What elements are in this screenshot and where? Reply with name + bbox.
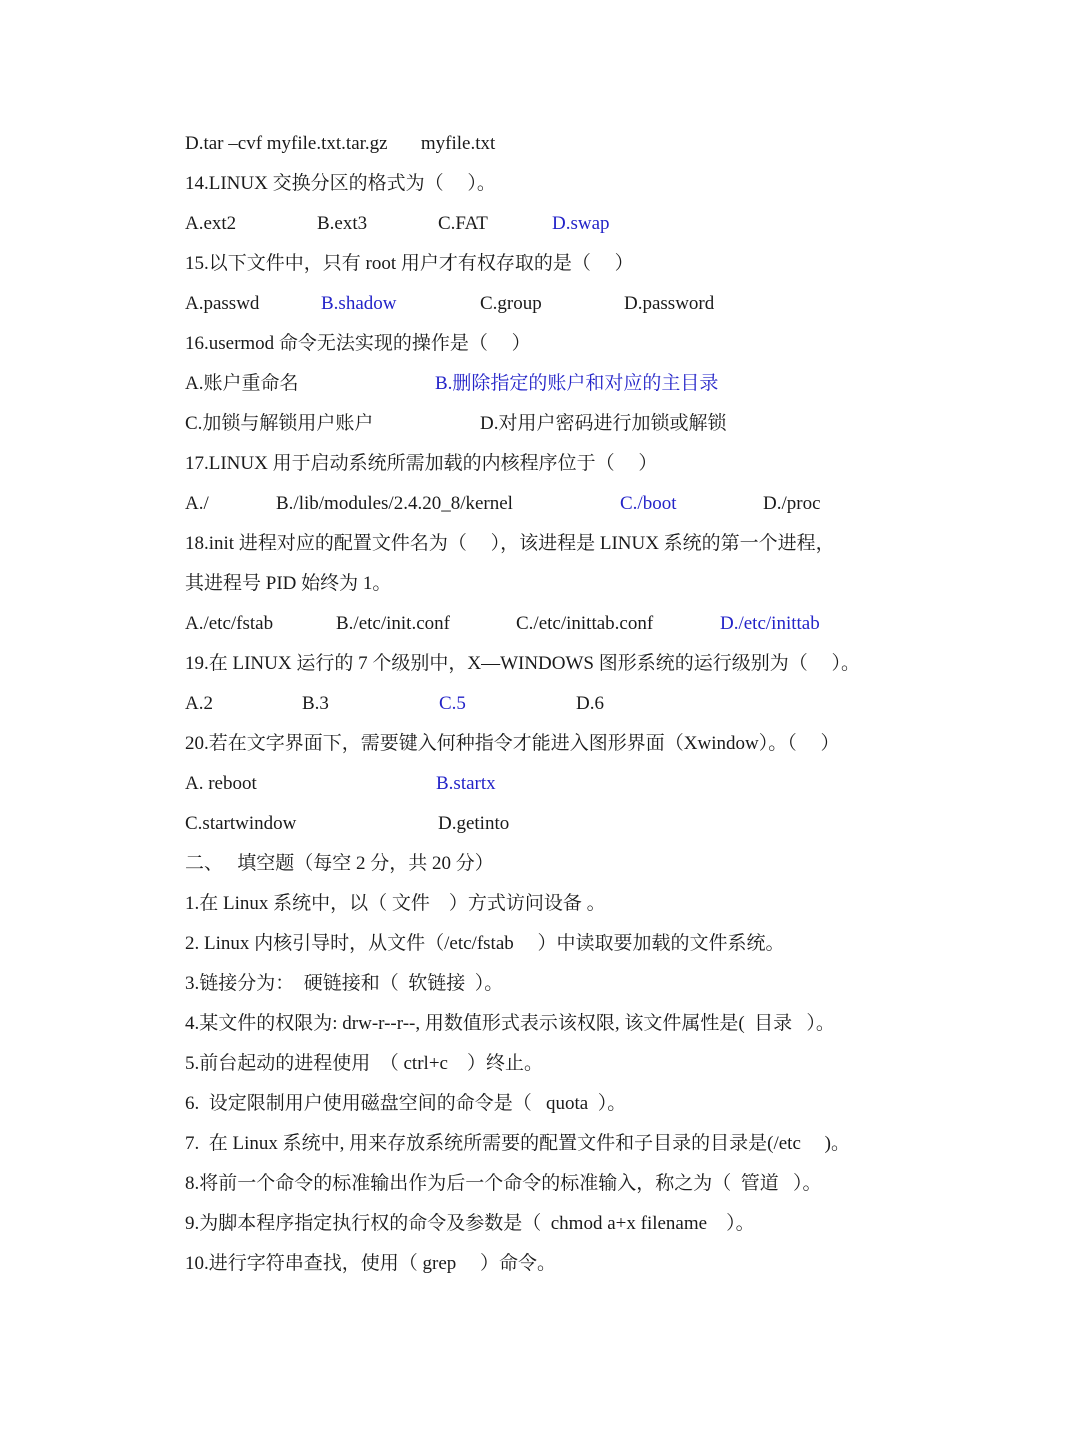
- option-b: B./lib/modules/2.4.20_8/kernel: [276, 493, 513, 514]
- option-c: C.FAT: [438, 213, 488, 234]
- option-a: A./etc/fstab: [185, 613, 274, 634]
- question-14: 14.LINUX 交换分区的格式为（ ）。: [185, 173, 496, 194]
- option-b: B./etc/init.conf: [336, 613, 450, 634]
- question-19-options: [185, 690, 885, 718]
- option-d: D.对用户密码进行加锁或解锁: [480, 413, 727, 434]
- fill-blank-3: 3.链接分为： 硬链接和（ 软链接 ）。: [185, 973, 504, 994]
- option-a: A.2: [185, 693, 213, 714]
- question-16-options-row-1: [185, 370, 885, 398]
- question-14-options: [185, 210, 885, 238]
- option-a: A.passwd: [185, 293, 260, 314]
- option-d-correct-answer: D.swap: [552, 213, 610, 234]
- section-heading-fill-in-blank: 二、 填空题（每空 2 分，共 20 分）: [185, 853, 494, 874]
- fill-blank-8: 8.将前一个命令的标准输出作为后一个命令的标准输入，称之为（ 管道 ）。: [185, 1173, 822, 1194]
- option-a: A.ext2: [185, 213, 237, 234]
- question-20: 20.若在文字界面下，需要键入何种指令才能进入图形界面（Xwindow）。（ ）: [185, 733, 840, 754]
- option-d: D.6: [576, 693, 604, 714]
- option-b-correct-answer: B.shadow: [321, 293, 397, 314]
- option-a: A.账户重命名: [185, 373, 299, 394]
- fill-blank-2: 2. Linux 内核引导时，从文件（/etc/fstab ）中读取要加载的文件系统。: [185, 933, 785, 954]
- question-17: 17.LINUX 用于启动系统所需加载的内核程序位于（ ）: [185, 453, 658, 474]
- question-20-options-row-2: [185, 810, 885, 838]
- option-b-correct-answer: B.删除指定的账户和对应的主目录: [435, 373, 719, 394]
- question-20-options-row-1: [185, 770, 885, 798]
- option-a: A. reboot: [185, 773, 257, 794]
- question-18-options: [185, 610, 905, 638]
- option-c: C./etc/inittab.conf: [516, 613, 654, 634]
- option-d: D./proc: [763, 493, 821, 514]
- option-b: B.3: [302, 693, 329, 714]
- option-c: C.加锁与解锁用户账户: [185, 413, 374, 434]
- question-19: 19.在 LINUX 运行的 7 个级别中，X—WINDOWS 图形系统的运行级别为（ ）。: [185, 653, 860, 674]
- option-b-correct-answer: B.startx: [436, 773, 496, 794]
- question-15: 15.以下文件中，只有 root 用户才有权存取的是（ ）: [185, 253, 634, 274]
- option-d-correct-answer: D./etc/inittab: [720, 613, 820, 634]
- question-15-options: [185, 290, 885, 318]
- option-d: D.getinto: [438, 813, 510, 834]
- fill-blank-6: 6. 设定限制用户使用磁盘空间的命令是（ quota ）。: [185, 1093, 627, 1114]
- fill-blank-7: 7. 在 Linux 系统中, 用来存放系统所需要的配置文件和子目录的目录是(/etc )。: [185, 1133, 850, 1154]
- option-c: C.startwindow: [185, 813, 297, 834]
- option-c-correct-answer: C.5: [439, 693, 466, 714]
- option-c: C.group: [480, 293, 542, 314]
- fill-blank-10: 10.进行字符串查找，使用（ grep ）命令。: [185, 1253, 557, 1274]
- question-13-option-d: D.tar –cvf myfile.txt.tar.gz myfile.txt: [185, 133, 496, 154]
- option-a: A./: [185, 493, 209, 514]
- question-16-options-row-2: [185, 410, 885, 438]
- question-17-options: [185, 490, 885, 518]
- question-18-line-2: 其进程号 PID 始终为 1。: [185, 573, 392, 594]
- fill-blank-1: 1.在 Linux 系统中，以（ 文件 ）方式访问设备 。: [185, 893, 606, 914]
- option-c-correct-answer: C./boot: [620, 493, 677, 514]
- question-16: 16.usermod 命令无法实现的操作是（ ）: [185, 333, 531, 354]
- fill-blank-5: 5.前台起动的进程使用 （ ctrl+c ）终止。: [185, 1053, 543, 1074]
- option-d: D.password: [624, 293, 715, 314]
- question-18-line-1: 18.init 进程对应的配置文件名为（ ），该进程是 LINUX 系统的第一个进程，: [185, 533, 835, 554]
- option-b: B.ext3: [317, 213, 368, 234]
- fill-blank-4: 4.某文件的权限为: drw-r--r--, 用数值形式表示该权限, 该文件属性是( 目录 ）。: [185, 1013, 835, 1034]
- fill-blank-9: 9.为脚本程序指定执行权的命令及参数是（ chmod a+x filename ）。: [185, 1213, 755, 1234]
